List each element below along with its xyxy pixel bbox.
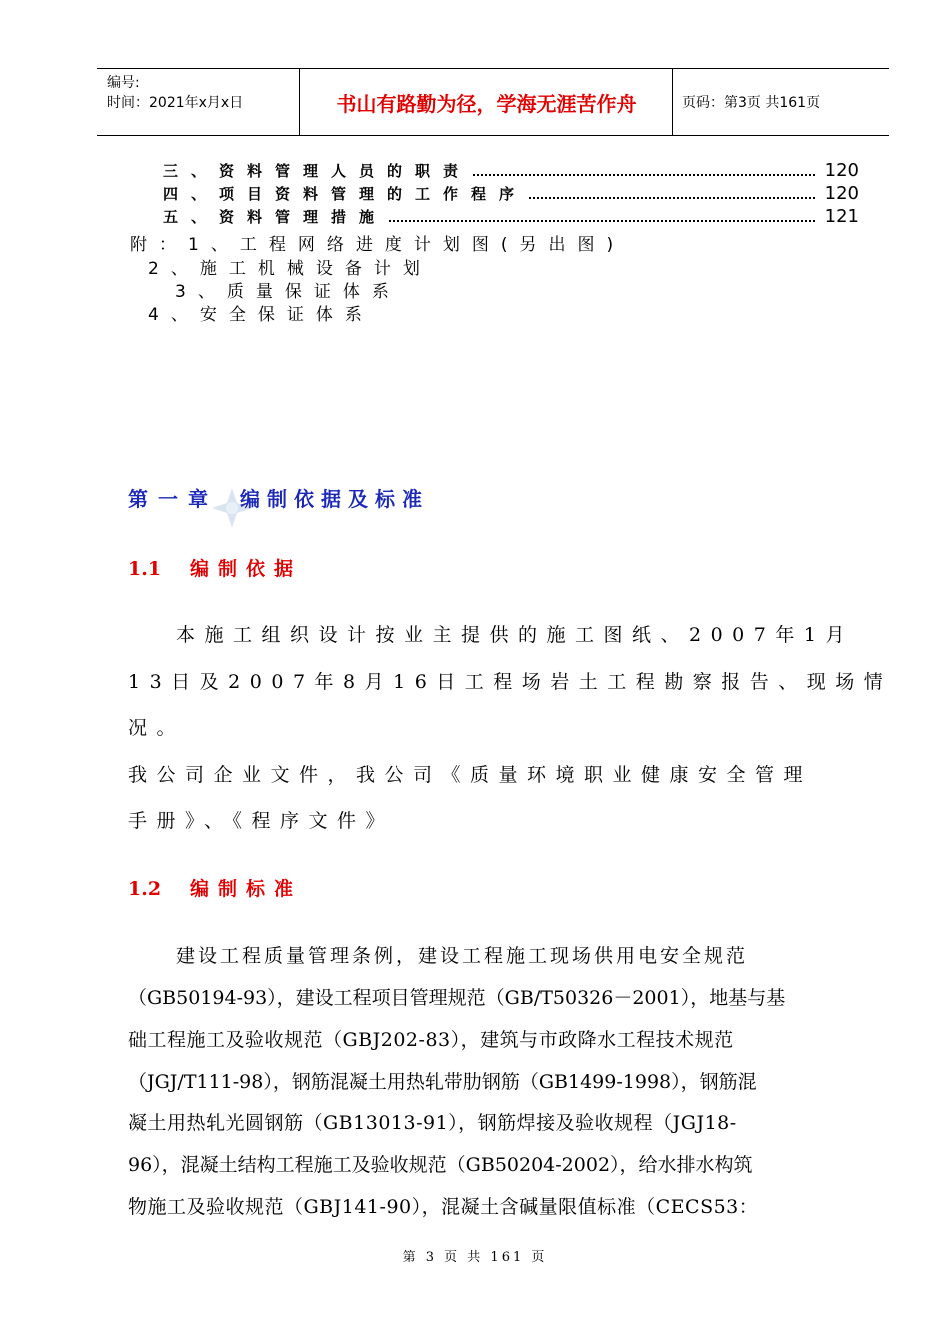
paragraph-line: 96），混凝土结构工程施工及验收规范（GB50204-2002），给水排水构筑: [128, 1154, 753, 1176]
header-divider: [672, 69, 673, 135]
attachment-item: 4、安全保证体系: [148, 305, 374, 325]
paragraph-line: （JGJ/T111-98），钢筋混凝土用热轧带肋钢筋（GB1499-1998），钢筋混: [128, 1071, 757, 1093]
section-number: 1.1: [128, 558, 162, 580]
paragraph-line: （GB50194-93），建设工程项目管理规范（GB/T50326－2001），地基与基: [128, 987, 786, 1009]
header-motto: 书山有路勤为径，学海无涯苦作舟: [336, 91, 637, 116]
page-header: [97, 68, 889, 136]
toc-entry-page: 120: [824, 183, 859, 204]
section-title: 编制依据: [190, 558, 303, 580]
paragraph-line: 建设工程质量管理条例，建设工程施工现场供用电安全规范: [176, 945, 749, 967]
section-title: 编制标准: [190, 878, 303, 900]
attachment-item: 3、质量保证体系: [175, 282, 401, 302]
header-meta: [107, 73, 243, 113]
header-page-info: 页码：第3页 共161页: [682, 95, 821, 111]
toc-leader-dots: [473, 174, 815, 176]
toc-entry[interactable]: [163, 159, 859, 181]
toc-entry-title: 五、资料管理措施: [163, 208, 388, 226]
toc-entry-title: 四、项目资料管理的工作程序: [163, 185, 528, 203]
toc-entry[interactable]: [163, 182, 859, 204]
section-heading: [128, 554, 302, 581]
paragraph-line: 物施工及验收规范（GBJ141-90），混凝土含碱量限值标准（CECS53：: [128, 1196, 759, 1218]
chapter-heading: [128, 483, 429, 512]
paragraph-line: 础工程施工及验收规范（GBJ202-83），建筑与市政降水工程技术规范: [128, 1029, 734, 1051]
paragraph-line: 本施工组织设计按业主提供的施工图纸、2007年1月: [176, 624, 854, 646]
paragraph-line: 我公司企业文件，我公司《质量环境职业健康安全管理: [128, 764, 813, 786]
attachment-item: 附：1、工程网络进度计划图(另出图): [130, 235, 626, 255]
paragraph-line: 凝土用热轧光圆钢筋（GB13013-91），钢筋焊接及验收规程（JGJ18-: [128, 1112, 737, 1134]
toc-entry-page: 121: [824, 206, 859, 227]
toc-leader-dots: [389, 220, 815, 222]
paragraph-line: 手册》、《程序文件》: [128, 810, 395, 832]
time-label: 时间：2021年x月x日: [107, 95, 244, 111]
toc-leader-dots: [529, 197, 815, 199]
serial-label: 编号:: [107, 75, 140, 91]
toc-entry-page: 120: [824, 160, 859, 181]
paragraph-line: 况。: [128, 717, 186, 739]
toc-entry-title: 三、资料管理人员的职责: [163, 162, 472, 180]
paragraph-line: 13日及2007年8月16日工程场岩土工程勘察报告、现场情: [128, 671, 893, 693]
attachment-item: 2、施工机械设备计划: [148, 259, 432, 279]
toc-entry[interactable]: [163, 205, 859, 227]
section-heading: [128, 874, 302, 901]
chapter-number: 第一章: [128, 487, 218, 511]
page-footer: 第 3 页 共 161 页: [402, 1250, 548, 1265]
chapter-title: 编制依据及标准: [240, 487, 429, 511]
section-number: 1.2: [128, 878, 162, 900]
